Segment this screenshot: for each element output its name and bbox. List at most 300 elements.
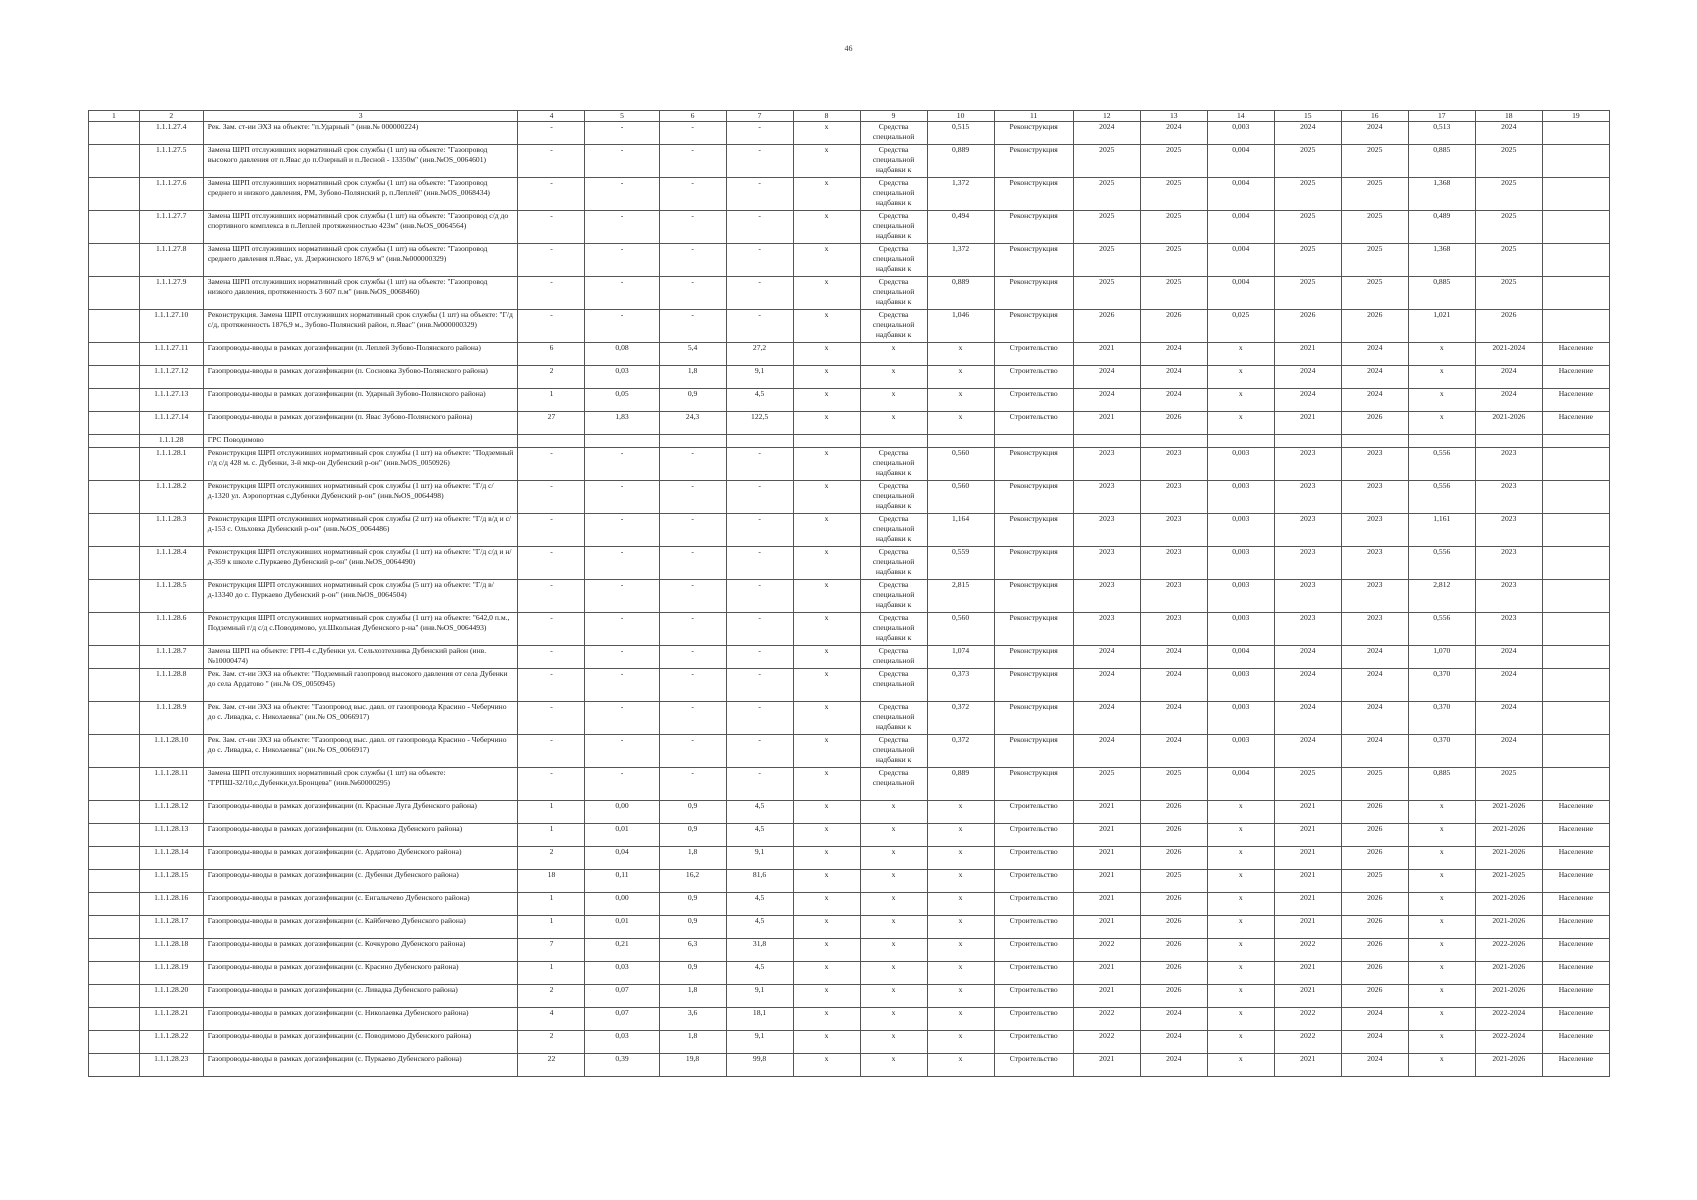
- table-cell-col-11: Строительство: [994, 985, 1073, 1008]
- table-cell-col-7: -: [726, 122, 793, 145]
- table-cell-col-4: -: [518, 122, 585, 145]
- table-cell-col-6: 6,3: [659, 939, 726, 962]
- table-cell-col-16: 2026: [1341, 962, 1408, 985]
- table-cell-col-19: [1542, 669, 1609, 702]
- table-cell-col-9: x: [860, 824, 927, 847]
- table-cell-col-6: 1,8: [659, 366, 726, 389]
- table-cell-col-7: 31,8: [726, 939, 793, 962]
- table-cell-col-15: 2022: [1274, 1031, 1341, 1054]
- table-cell-col-10: 0,560: [927, 448, 994, 481]
- table-cell-col-11: Строительство: [994, 962, 1073, 985]
- table-cell-col-8: x: [793, 412, 860, 435]
- table-cell-col-8: x: [793, 211, 860, 244]
- table-cell-col-19: [1542, 613, 1609, 646]
- table-cell-col-17: x: [1408, 366, 1475, 389]
- table-cell-col-11: Строительство: [994, 366, 1073, 389]
- table-cell-col-10: x: [927, 985, 994, 1008]
- table-cell-col-2: 1.1.1.27.8: [139, 244, 203, 277]
- table-cell-col-17: x: [1408, 343, 1475, 366]
- table-cell-col-19: [1542, 211, 1609, 244]
- table-cell-col-9: x: [860, 343, 927, 366]
- table-cell-col-4: 18: [518, 870, 585, 893]
- table-cell-col-16: 2026: [1341, 412, 1408, 435]
- table-cell-col-10: [927, 435, 994, 448]
- table-cell-col-3: Газопроводы-вводы в рамках догазификации (с. Енгалычево Дубенского района): [203, 893, 518, 916]
- table-cell-col-9: x: [860, 801, 927, 824]
- table-cell-col-3: Рек. Зам. ст-ии ЭХЗ на объекте: "п.Ударный " (инв.№ 000000224): [203, 122, 518, 145]
- table-cell-col-19: Население: [1542, 962, 1609, 985]
- table-cell-col-5: -: [585, 580, 659, 613]
- table-cell-col-10: 2,815: [927, 580, 994, 613]
- column-header-12: 12: [1073, 111, 1140, 122]
- table-row: [89, 514, 1610, 547]
- table-cell-col-15: 2025: [1274, 768, 1341, 801]
- table-cell-col-10: x: [927, 870, 994, 893]
- table-cell-col-10: 0,373: [927, 669, 994, 702]
- table-cell-col-11: Реконструкция: [994, 580, 1073, 613]
- table-cell-col-8: x: [793, 310, 860, 343]
- table-cell-col-12: 2021: [1073, 1054, 1140, 1077]
- table-cell-col-19: [1542, 768, 1609, 801]
- table-cell-col-8: x: [793, 962, 860, 985]
- table-cell-col-14: x: [1207, 389, 1274, 412]
- table-row: [89, 768, 1610, 801]
- table-row: [89, 481, 1610, 514]
- table-cell-col-17: 1,368: [1408, 178, 1475, 211]
- table-cell-col-2: 1.1.1.28.5: [139, 580, 203, 613]
- table-cell-col-7: 81,6: [726, 870, 793, 893]
- table-cell-col-16: 2024: [1341, 1054, 1408, 1077]
- table-cell-col-3: Реконструкция ШРП отслуживших нормативный срок службы (1 шт) на объекте: "Г/д с/д и н/д-359 к школе с.Пуркаево Дубенский р-он" (инв.№OS_0064490): [203, 547, 518, 580]
- table-cell-col-8: x: [793, 1054, 860, 1077]
- table-cell-col-9: Средства специальной надбавки к: [860, 547, 927, 580]
- table-cell-col-1: [89, 824, 140, 847]
- table-cell-col-15: 2021: [1274, 985, 1341, 1008]
- table-cell-col-12: 2021: [1073, 801, 1140, 824]
- table-cell-col-3: Газопроводы-вводы в рамках догазификации (п. Явас Зубово-Полянского района): [203, 412, 518, 435]
- table-cell-col-15: 2021: [1274, 870, 1341, 893]
- table-cell-col-12: 2021: [1073, 962, 1140, 985]
- table-cell-col-18: 2025: [1475, 244, 1542, 277]
- table-cell-col-9: x: [860, 916, 927, 939]
- table-row: [89, 547, 1610, 580]
- table-cell-col-7: -: [726, 768, 793, 801]
- table-cell-col-5: 0,07: [585, 985, 659, 1008]
- table-cell-col-14: x: [1207, 824, 1274, 847]
- table-cell-col-4: 2: [518, 1031, 585, 1054]
- table-cell-col-11: Строительство: [994, 343, 1073, 366]
- table-cell-col-15: 2021: [1274, 412, 1341, 435]
- table-row: [89, 870, 1610, 893]
- table-cell-col-1: [89, 669, 140, 702]
- table-row: [89, 916, 1610, 939]
- column-header-8: 8: [793, 111, 860, 122]
- table-cell-col-13: 2025: [1140, 277, 1207, 310]
- table-cell-col-10: 0,559: [927, 547, 994, 580]
- table-cell-col-15: 2023: [1274, 514, 1341, 547]
- table-cell-col-19: [1542, 735, 1609, 768]
- table-cell-col-8: x: [793, 847, 860, 870]
- table-cell-col-6: 3,6: [659, 1008, 726, 1031]
- table-row: [89, 389, 1610, 412]
- table-cell-col-19: [1542, 244, 1609, 277]
- table-cell-col-4: 2: [518, 847, 585, 870]
- table-cell-col-1: [89, 481, 140, 514]
- table-cell-col-7: 4,5: [726, 916, 793, 939]
- table-cell-col-5: -: [585, 145, 659, 178]
- table-cell-col-7: -: [726, 448, 793, 481]
- table-cell-col-14: x: [1207, 916, 1274, 939]
- table-cell-col-2: 1.1.1.27.4: [139, 122, 203, 145]
- table-cell-col-11: Строительство: [994, 801, 1073, 824]
- table-cell-col-19: [1542, 122, 1609, 145]
- table-cell-col-6: -: [659, 211, 726, 244]
- table-cell-col-16: 2024: [1341, 343, 1408, 366]
- table-cell-col-19: Население: [1542, 366, 1609, 389]
- table-cell-col-8: x: [793, 801, 860, 824]
- table-cell-col-8: x: [793, 122, 860, 145]
- table-cell-col-16: 2024: [1341, 646, 1408, 669]
- table-row: [89, 735, 1610, 768]
- table-cell-col-9: Средства специальной надбавки к: [860, 277, 927, 310]
- table-cell-col-1: [89, 122, 140, 145]
- table-cell-col-11: Реконструкция: [994, 768, 1073, 801]
- table-cell-col-9: x: [860, 893, 927, 916]
- table-cell-col-14: x: [1207, 801, 1274, 824]
- table-cell-col-11: Реконструкция: [994, 211, 1073, 244]
- table-row: [89, 962, 1610, 985]
- table-cell-col-4: 27: [518, 412, 585, 435]
- column-number-row: [89, 111, 1610, 122]
- table-cell-col-14: x: [1207, 847, 1274, 870]
- table-cell-col-3: Газопроводы-вводы в рамках догазификации (с. Дубенки Дубенского района): [203, 870, 518, 893]
- table-cell-col-3: Замена ШРП отслуживших нормативный срок службы (1 шт) на объекте: "ГРПШ-32/10,с.Дубенки,ул.Бронцева" (инв.№60000295): [203, 768, 518, 801]
- table-cell-col-16: 2024: [1341, 669, 1408, 702]
- table-row: [89, 613, 1610, 646]
- table-cell-col-1: [89, 412, 140, 435]
- table-cell-col-19: [1542, 178, 1609, 211]
- table-cell-col-17: x: [1408, 916, 1475, 939]
- table-cell-col-18: 2024: [1475, 702, 1542, 735]
- table-cell-col-4: -: [518, 244, 585, 277]
- table-cell-col-8: x: [793, 1031, 860, 1054]
- table-cell-col-9: Средства специальной надбавки к: [860, 613, 927, 646]
- table-cell-col-13: 2026: [1140, 985, 1207, 1008]
- table-cell-col-10: x: [927, 847, 994, 870]
- table-cell-col-3: Газопроводы-вводы в рамках догазификации (с. Ардатово Дубенского района): [203, 847, 518, 870]
- table-cell-col-18: 2024: [1475, 389, 1542, 412]
- table-cell-col-18: 2022-2026: [1475, 939, 1542, 962]
- table-cell-col-9: x: [860, 870, 927, 893]
- table-row: [89, 435, 1610, 448]
- table-cell-col-8: x: [793, 178, 860, 211]
- table-cell-col-12: 2021: [1073, 870, 1140, 893]
- table-row: [89, 1054, 1610, 1077]
- table-cell-col-5: 0,07: [585, 1008, 659, 1031]
- table-cell-col-3: Газопроводы-вводы в рамках догазификации (п. Леплей Зубово-Полянского района): [203, 343, 518, 366]
- table-cell-col-15: 2024: [1274, 669, 1341, 702]
- table-cell-col-16: 2025: [1341, 211, 1408, 244]
- table-cell-col-13: 2024: [1140, 389, 1207, 412]
- column-header-11: 11: [994, 111, 1073, 122]
- table-cell-col-5: 0,03: [585, 366, 659, 389]
- table-cell-col-8: x: [793, 343, 860, 366]
- column-header-5: 5: [585, 111, 659, 122]
- investment-program-table: [88, 110, 1610, 1077]
- table-cell-col-8: x: [793, 985, 860, 1008]
- table-cell-col-14: x: [1207, 939, 1274, 962]
- table-cell-col-10: 0,560: [927, 481, 994, 514]
- table-cell-col-8: [793, 435, 860, 448]
- table-cell-col-14: 0,003: [1207, 448, 1274, 481]
- table-row: [89, 211, 1610, 244]
- table-cell-col-1: [89, 514, 140, 547]
- table-cell-col-16: 2026: [1341, 801, 1408, 824]
- table-cell-col-10: x: [927, 824, 994, 847]
- table-cell-col-4: -: [518, 735, 585, 768]
- table-cell-col-17: 0,885: [1408, 145, 1475, 178]
- column-header-6: 6: [659, 111, 726, 122]
- table-cell-col-18: 2021-2025: [1475, 870, 1542, 893]
- table-cell-col-19: Население: [1542, 343, 1609, 366]
- table-cell-col-16: 2023: [1341, 613, 1408, 646]
- table-cell-col-15: 2026: [1274, 310, 1341, 343]
- table-cell-col-4: 1: [518, 893, 585, 916]
- table-cell-col-3: Реконструкция ШРП отслуживших нормативный срок службы (1 шт) на объекте: "Подземный г/д с/д 428 м. с. Дубенки, 3-й мкр-он Дубенский р-он" (инв.№OS_0050926): [203, 448, 518, 481]
- table-row: [89, 178, 1610, 211]
- table-cell-col-13: 2026: [1140, 962, 1207, 985]
- table-cell-col-1: [89, 735, 140, 768]
- table-cell-col-17: 0,513: [1408, 122, 1475, 145]
- table-cell-col-11: Реконструкция: [994, 481, 1073, 514]
- table-cell-col-10: x: [927, 1008, 994, 1031]
- table-cell-col-18: 2021-2026: [1475, 916, 1542, 939]
- table-cell-col-1: [89, 547, 140, 580]
- table-cell-col-15: 2021: [1274, 962, 1341, 985]
- table-cell-col-3: Газопроводы-вводы в рамках догазификации (с. Кочкурово Дубенского района): [203, 939, 518, 962]
- table-cell-col-4: -: [518, 646, 585, 669]
- table-cell-col-13: 2026: [1140, 847, 1207, 870]
- table-cell-col-10: 1,046: [927, 310, 994, 343]
- table-cell-col-17: x: [1408, 1031, 1475, 1054]
- table-cell-col-4: -: [518, 145, 585, 178]
- table-cell-col-5: 0,01: [585, 824, 659, 847]
- table-cell-col-1: [89, 893, 140, 916]
- table-cell-col-15: 2025: [1274, 244, 1341, 277]
- table-cell-col-6: 0,9: [659, 389, 726, 412]
- table-cell-col-15: 2021: [1274, 824, 1341, 847]
- table-cell-col-4: -: [518, 481, 585, 514]
- table-cell-col-2: 1.1.1.28.3: [139, 514, 203, 547]
- table-cell-col-17: 0,370: [1408, 735, 1475, 768]
- table-cell-col-11: Реконструкция: [994, 735, 1073, 768]
- table-cell-col-4: 2: [518, 985, 585, 1008]
- table-cell-col-7: -: [726, 646, 793, 669]
- table-cell-col-3: Газопроводы-вводы в рамках догазификации (с. Поводимово Дубенского района): [203, 1031, 518, 1054]
- table-cell-col-17: 0,885: [1408, 768, 1475, 801]
- table-cell-col-16: 2026: [1341, 310, 1408, 343]
- table-cell-col-9: x: [860, 1008, 927, 1031]
- table-cell-col-5: 0,04: [585, 847, 659, 870]
- table-cell-col-11: Реконструкция: [994, 613, 1073, 646]
- table-cell-col-16: 2024: [1341, 702, 1408, 735]
- table-cell-col-1: [89, 702, 140, 735]
- table-cell-col-15: 2023: [1274, 580, 1341, 613]
- table-cell-col-2: 1.1.1.27.7: [139, 211, 203, 244]
- table-cell-col-12: 2024: [1073, 389, 1140, 412]
- table-cell-col-11: Реконструкция: [994, 669, 1073, 702]
- table-cell-col-11: Реконструкция: [994, 514, 1073, 547]
- table-cell-col-4: 2: [518, 366, 585, 389]
- table-cell-col-9: Средства специальной надбавки к: [860, 178, 927, 211]
- table-cell-col-14: x: [1207, 893, 1274, 916]
- table-cell-col-15: 2024: [1274, 366, 1341, 389]
- table-cell-col-9: Средства специальной: [860, 122, 927, 145]
- table-row: [89, 646, 1610, 669]
- table-cell-col-2: 1.1.1.28.23: [139, 1054, 203, 1077]
- table-cell-col-4: -: [518, 514, 585, 547]
- table-cell-col-3: Газопроводы-вводы в рамках догазификации (п. Ударный Зубово-Полянского района): [203, 389, 518, 412]
- table-cell-col-5: 0,11: [585, 870, 659, 893]
- table-cell-col-2: 1.1.1.28.9: [139, 702, 203, 735]
- column-header-15: 15: [1274, 111, 1341, 122]
- table-cell-col-17: 0,556: [1408, 448, 1475, 481]
- table-cell-col-18: 2021-2026: [1475, 985, 1542, 1008]
- table-cell-col-18: 2025: [1475, 211, 1542, 244]
- table-cell-col-3: Реконструкция ШРП отслуживших нормативный срок службы (1 шт) на объекте: "Г/д с/д-1320 ул. Аэропортная с.Дубенки Дубенский р-он" (инв.№OS_0064498): [203, 481, 518, 514]
- table-cell-col-16: 2026: [1341, 824, 1408, 847]
- table-cell-col-13: 2026: [1140, 824, 1207, 847]
- table-cell-col-13: 2026: [1140, 310, 1207, 343]
- table-cell-col-19: Население: [1542, 1031, 1609, 1054]
- table-cell-col-1: [89, 366, 140, 389]
- table-cell-col-16: 2024: [1341, 389, 1408, 412]
- table-cell-col-12: 2021: [1073, 412, 1140, 435]
- table-cell-col-16: 2023: [1341, 547, 1408, 580]
- table-cell-col-13: [1140, 435, 1207, 448]
- table-cell-col-13: 2024: [1140, 646, 1207, 669]
- table-cell-col-3: Рек. Зам. ст-ии ЭХЗ на объекте: "Газопровод выс. давл. от газопровода Красино - Чеберчино до с. Ливадка, с. Николаевка" (ин.№ OS_0066917): [203, 735, 518, 768]
- table-cell-col-17: x: [1408, 389, 1475, 412]
- table-cell-col-4: -: [518, 211, 585, 244]
- table-cell-col-11: [994, 435, 1073, 448]
- table-cell-col-17: x: [1408, 962, 1475, 985]
- table-cell-col-11: Реконструкция: [994, 547, 1073, 580]
- table-cell-col-6: -: [659, 702, 726, 735]
- table-cell-col-10: x: [927, 962, 994, 985]
- table-cell-col-13: 2023: [1140, 613, 1207, 646]
- table-cell-col-14: x: [1207, 1054, 1274, 1077]
- table-cell-col-7: -: [726, 178, 793, 211]
- table-cell-col-12: 2025: [1073, 178, 1140, 211]
- table-cell-col-7: -: [726, 613, 793, 646]
- table-cell-col-18: 2023: [1475, 448, 1542, 481]
- table-cell-col-8: x: [793, 366, 860, 389]
- table-cell-col-14: x: [1207, 366, 1274, 389]
- table-cell-col-10: 1,372: [927, 178, 994, 211]
- table-cell-col-1: [89, 145, 140, 178]
- table-cell-col-17: 0,556: [1408, 481, 1475, 514]
- table-cell-col-3: Замена ШРП отслуживших нормативный срок службы (1 шт) на объекте: "Газопровод низкого давления, протяженность 3 607 п.м" (инв.№OS_0068460): [203, 277, 518, 310]
- table-cell-col-14: 0,004: [1207, 244, 1274, 277]
- table-cell-col-15: 2024: [1274, 389, 1341, 412]
- table-cell-col-13: 2024: [1140, 735, 1207, 768]
- table-cell-col-8: x: [793, 870, 860, 893]
- table-cell-col-15: 2022: [1274, 939, 1341, 962]
- table-cell-col-1: [89, 448, 140, 481]
- table-cell-col-6: 1,8: [659, 847, 726, 870]
- table-cell-col-5: 0,03: [585, 1031, 659, 1054]
- table-cell-col-15: 2024: [1274, 702, 1341, 735]
- table-cell-col-5: 0,39: [585, 1054, 659, 1077]
- table-cell-col-12: 2023: [1073, 580, 1140, 613]
- table-cell-col-16: 2026: [1341, 916, 1408, 939]
- table-body: [89, 122, 1610, 1077]
- table-cell-col-6: 0,9: [659, 801, 726, 824]
- table-cell-col-12: 2021: [1073, 893, 1140, 916]
- table-cell-col-15: 2024: [1274, 735, 1341, 768]
- table-cell-col-3: Газопроводы-вводы в рамках догазификации (п. Сосновка Зубово-Полянского района): [203, 366, 518, 389]
- table-cell-col-4: -: [518, 178, 585, 211]
- table-cell-col-1: [89, 962, 140, 985]
- table-cell-col-9: Средства специальной надбавки к: [860, 702, 927, 735]
- table-cell-col-18: 2021-2026: [1475, 893, 1542, 916]
- table-cell-col-8: x: [793, 389, 860, 412]
- table-cell-col-11: Строительство: [994, 824, 1073, 847]
- table-cell-col-8: x: [793, 580, 860, 613]
- table-cell-col-6: -: [659, 448, 726, 481]
- table-cell-col-1: [89, 613, 140, 646]
- table-cell-col-17: x: [1408, 939, 1475, 962]
- table-cell-col-19: [1542, 646, 1609, 669]
- table-cell-col-17: x: [1408, 847, 1475, 870]
- table-cell-col-14: 0,004: [1207, 646, 1274, 669]
- table-cell-col-16: 2023: [1341, 481, 1408, 514]
- table-cell-col-2: 1.1.1.28.12: [139, 801, 203, 824]
- table-cell-col-5: -: [585, 613, 659, 646]
- table-cell-col-17: 0,556: [1408, 613, 1475, 646]
- table-cell-col-6: -: [659, 514, 726, 547]
- table-cell-col-4: 4: [518, 1008, 585, 1031]
- table-cell-col-15: 2025: [1274, 277, 1341, 310]
- table-cell-col-6: -: [659, 244, 726, 277]
- table-cell-col-8: x: [793, 145, 860, 178]
- column-header-7: 7: [726, 111, 793, 122]
- column-header-14: 14: [1207, 111, 1274, 122]
- table-cell-col-14: x: [1207, 1031, 1274, 1054]
- table-cell-col-1: [89, 847, 140, 870]
- table-cell-col-6: -: [659, 277, 726, 310]
- table-cell-col-7: 18,1: [726, 1008, 793, 1031]
- table-cell-col-15: [1274, 435, 1341, 448]
- table-cell-col-10: 0,372: [927, 735, 994, 768]
- table-cell-col-10: x: [927, 939, 994, 962]
- table-cell-col-1: [89, 435, 140, 448]
- table-cell-col-5: 0,21: [585, 939, 659, 962]
- table-cell-col-16: [1341, 435, 1408, 448]
- table-cell-col-17: 1,070: [1408, 646, 1475, 669]
- table-cell-col-14: [1207, 435, 1274, 448]
- table-cell-col-7: -: [726, 547, 793, 580]
- table-cell-col-5: -: [585, 514, 659, 547]
- table-cell-col-16: 2024: [1341, 735, 1408, 768]
- table-cell-col-6: -: [659, 145, 726, 178]
- table-cell-col-12: 2024: [1073, 702, 1140, 735]
- table-cell-col-9: Средства специальной надбавки к: [860, 735, 927, 768]
- table-cell-col-2: 1.1.1.27.14: [139, 412, 203, 435]
- table-cell-col-8: x: [793, 646, 860, 669]
- table-cell-col-17: 1,368: [1408, 244, 1475, 277]
